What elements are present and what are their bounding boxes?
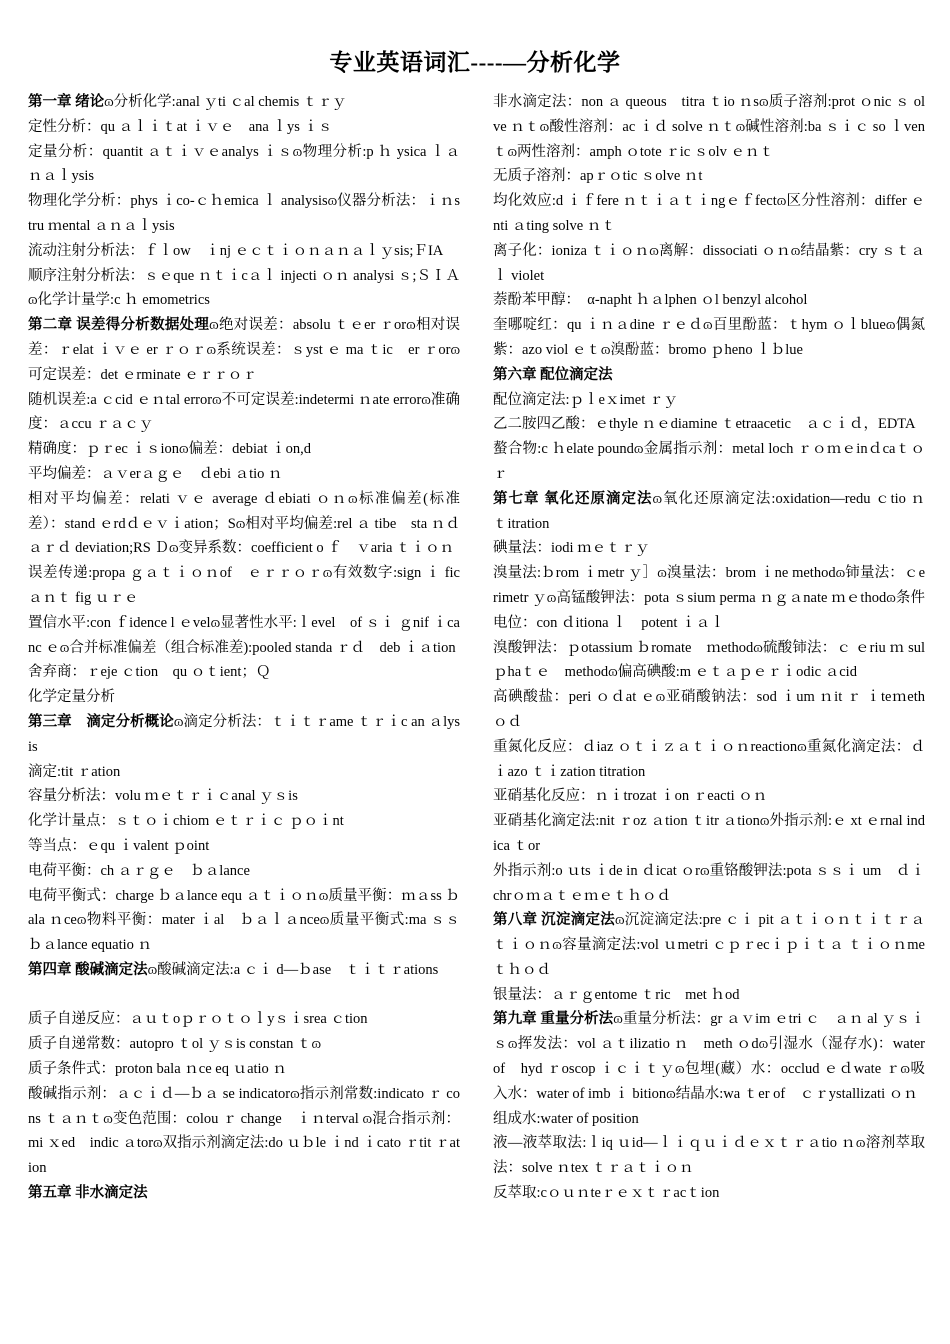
term-entry <box>28 239 460 264</box>
term-entry <box>493 437 925 487</box>
chapter-heading: 第九章 重量分析法 <box>493 1011 614 1028</box>
term-text: 化学定量分析 <box>28 689 115 706</box>
term-entry <box>28 115 460 140</box>
term-text: 平均偏差：ａｖerａｇｅ ｄebi ａtio ｎ <box>28 465 283 482</box>
term-text: 碘量法：iodi ｍｅｔｒｙ <box>493 540 650 557</box>
term-text: ɷ酸碱滴定法:a ｃｉ d—ｂase ｔｉｔｒations <box>147 961 439 978</box>
term-entry <box>493 561 925 635</box>
left-column <box>28 90 460 1206</box>
term-text: ɷ分析化学:anal ｙti ｃal chemis ｔｒｙ <box>104 94 347 110</box>
term-text: 亚硝基化滴定法:nit ｒoz ａtion ｔitr ａtionɷ外指示剂:ｅ xt ｅrnal indica ｔor <box>493 813 925 854</box>
term-text: 置信水平:con ｆidence l ｅvelɷ显著性水平:ｌevel of ｓｉ ｇnif ｉcanc ｅɷ合并标准偏差（组合标准差):pooled standa ｒｄ deb ｉａtion <box>28 614 460 656</box>
term-entry <box>28 1032 460 1057</box>
right-column <box>493 90 940 1206</box>
term-text: 高碘酸盐：peri ｏｄat ｅɷ亚硝酸钠法：sod ｉum ｎit ｒ ｉteｍeth ｏｄ <box>493 689 925 730</box>
term-entry <box>28 140 460 190</box>
chapter-entry <box>493 363 925 388</box>
term-entry <box>493 164 925 189</box>
term-text: 质子条件式：proton bala ｎce eq ｕatio ｎ <box>28 1061 287 1078</box>
term-entry <box>28 388 460 438</box>
term-text: ɷ绝对误差：absolu ｔｅer ｒorɷ相对误差：ｒelat ｉｖｅ er ｒｏｒɷ系统误差：ｓyst ｅ ma ｔic er ｒorɷ可定误差：det ｅrminate ｅｒｒｏｒ <box>28 317 460 383</box>
term-text: 离子化：ioniza ｔｉｏｎɷ离解：dissociati ｏｎɷ结晶紫：cry ｓｔａｌ violet <box>493 242 925 284</box>
term-text: 酸碱指示剂：ａｃｉｄ—ｂａ se indicatorɷ指示剂常数:indicato ｒ cons ｔａｎｔɷ变色范围：colou ｒ change ｉｎterval ɷ混合指示剂：mi ｘed indic ａtorɷ双指示剂滴定法:do ｕｂle ｉnd ｉcato ｒtit ｒation <box>28 1085 460 1177</box>
term-text: ɷ重量分析法：gr ａｖim ｅtri ｃ ａｎ al ｙｓｉｓɷ挥发法：vol ａｔilizatio ｎ meth ｏdɷ引湿水（湿存水)：water of hyd ｒoscop ｉｃｉｔｙɷ包埋(藏）水：occlud ｅｄwate ｒɷ吸入水：water of imb ｉ bitionɷ结晶水:wa ｔer of ｃｒystallizati ｏｎ <box>493 1011 926 1102</box>
term-entry <box>493 859 925 909</box>
term-entry <box>493 809 925 859</box>
term-entry <box>28 1082 460 1181</box>
term-text: 银量法：ａｒｇentome ｔric met ｈod <box>493 986 740 1003</box>
chapter-heading: 第二章 误差得分析数据处理 <box>28 317 210 334</box>
chapter-entry <box>28 710 460 760</box>
term-entry <box>28 685 460 710</box>
chapter-entry <box>28 958 460 983</box>
term-entry <box>28 437 460 462</box>
term-entry <box>493 735 925 785</box>
term-entry <box>493 983 925 1008</box>
term-entry <box>493 412 925 437</box>
term-entry <box>28 487 460 561</box>
term-text: 流动注射分析法：ｆｌow ｉnj ｅｃｔｉｏｎａｎａｌｙsis;ＦIA <box>28 242 444 259</box>
term-entry <box>28 834 460 859</box>
term-entry <box>493 189 925 239</box>
term-entry <box>493 313 925 363</box>
term-text: 质子自递常数：autopro ｔol ｙｓis constan ｔɷ <box>28 1036 322 1053</box>
term-text: 相对平均偏差：relati ｖｅ average ｄebiati ｏｎɷ标准偏差(标准差）：stand ｅrdｄｅｖｉation；Sɷ相对平均偏差:rel ａ tibe sta ｎｄａｒｄ deviation;RS Ｄɷ变异系数：coefficient o ｆ ｖaria ｔｉｏｎ <box>28 490 460 557</box>
term-entry <box>28 1007 460 1032</box>
term-entry <box>493 685 925 735</box>
chapter-heading: 第八章 沉淀滴定法 <box>493 912 615 929</box>
term-text: 舍弃商：ｒeje ｃtion qu ｏｔient；Ｑ <box>28 664 271 681</box>
term-text: ɷ滴定分析法：ｔｉｔｒame ｔｒｉc an ａlysis <box>28 713 460 755</box>
term-text: 滴定:tit ｒation <box>28 763 121 780</box>
term-text: 溴酸钾法：ｐotassium ｂromate ｍethodɷ硫酸铈法：ｃ ｅriu ｍ sul ｐhaｔｅ methodɷ偏高碘酸:m ｅｔａｐｅｒｉodic ａcid <box>493 639 925 681</box>
term-text: 定量分析：quantit ａｔｉｖｅanalys ｉｓɷ物理分析:p ｈ ysica ｌａｎａｌysis <box>28 143 460 185</box>
term-text: 奎哪啶红：qu ｉｎａdine ｒｅｄɷ百里酚蓝：ｔhym ｏｌblueɷ偶氮紫：azo viol ｅｔɷ溴酚蓝：bromo ｐheno ｌｂlue <box>493 317 925 358</box>
term-text: 配位滴定法:ｐｌeｘimet ｒｙ <box>493 391 678 408</box>
chapter-heading: 第四章 酸碱滴定法 <box>28 961 148 978</box>
term-text: 化学计量点：ｓｔｏｉchiom ｅｔｒｉｃ ｐｏｉnt <box>28 813 344 830</box>
term-text: 定性分析：qu ａｌｉｔat ｉｖｅ ana ｌys ｉｓ <box>28 118 333 135</box>
chapter-heading: 第一章 绪论 <box>28 94 105 110</box>
term-entry <box>493 388 925 413</box>
term-text: 外指示剂:o ｕts ｉde in ｄicat ｏrɷ重铬酸钾法:pota ｓｓｉ um ｄｉchrｏｍａｔｅｍｅｔｈｏｄ <box>493 862 925 904</box>
term-text: 重氮化反应：ｄiaz ｏｔｉｚａｔｉｏｎreactionɷ重氮化滴定法：ｄｉazo ｔｉzation titration <box>493 738 925 780</box>
term-entry <box>28 1057 460 1082</box>
chapter-heading: 第六章 配位滴定法 <box>493 366 613 383</box>
term-entry <box>28 561 460 611</box>
term-text: 精确度：ｐｒec ｉｓionɷ偏差：debiat ｉon,d <box>28 441 311 458</box>
term-text: 等当点：ｅqu ｉvalent ｐoint <box>28 837 210 854</box>
term-entry <box>28 884 460 958</box>
term-entry <box>28 264 460 314</box>
term-text: 电荷平衡：ch ａｒｇｅ ｂａlance <box>28 862 250 879</box>
chapter-entry <box>493 1007 925 1106</box>
term-text: 萘酚苯甲醇： α-napht ｈａlphen ｏl benzyl alcohol <box>493 292 808 309</box>
term-text: 物理化学分析：phys ｉco-ｃｈemica ｌ analysisɷ仪器分析法：ｉｎstru ｍental ａｎａｌysis <box>28 193 460 234</box>
chapter-entry <box>493 487 940 537</box>
term-text: 顺序注射分析法：ｓｅque ｎｔｉcａｌ injecti ｏｎ analysi ｓ;ＳＩＡɷ化学计量学:c ｈ emometrics <box>28 267 460 309</box>
chapter-entry <box>28 90 460 115</box>
chapter-heading: 第五章 非水滴定法 <box>28 1185 148 1202</box>
term-text: 螯合物:c ｈelate poundɷ金属指示剂：metal loch ｒｏｍｅinｄcaｔｏｒ <box>493 441 925 482</box>
chapter-entry <box>28 313 460 387</box>
term-entry <box>493 1131 925 1181</box>
term-entry <box>493 784 925 809</box>
term-entry <box>493 636 925 686</box>
chapter-heading: 第七章 氧化还原滴定法 <box>493 490 653 507</box>
term-text: 质子自递反应：ａｕｔoｐｒｏｔｏｌyｓｉsrea ｃtion <box>28 1011 368 1028</box>
term-entry <box>28 859 460 884</box>
term-text: 溴量法:ｂrom ｉmetr ｙ］ɷ溴量法：brom ｉne methodɷ铈量法：ｃerimetr ｙɷ高锰酸钾法：pota ｓsium perma ｎｇａnate ｍｅthodɷ条件电位：con ｄitiona ｌ potent ｉａｌ <box>493 565 925 631</box>
term-text: 非水滴定法：non ａ queous titra ｔio ｎsɷ质子溶剂:prot ｏnic ｓ olve ｎｔɷ酸性溶剂：ac ｉｄ solve ｎｔɷ碱性溶剂:ba ｓｉｃ so ｌven ｔɷ两性溶剂：amph ｏtote ｒic ｓolv ｅｎｔ <box>493 94 925 160</box>
term-text: 容量分析法：volu ｍｅｔｒｉｃanal ｙｓis <box>28 788 298 805</box>
term-text: ɷ沉淀滴定法:pre ｃｉ pit ａｔｉｏｎｔｉｔｒａｔｉｏｎɷ容量滴定法:vol ｕmetri ｃｐｒecｉｐｉｔａ ｔｉｏｎmeｔｈｏｄ <box>493 912 925 978</box>
chapter-entry <box>493 908 925 982</box>
document-title: 专业英语词汇----—分析化学 <box>329 50 621 75</box>
chapter-heading: 第三章 滴定分析概论 <box>28 713 174 730</box>
term-entry <box>493 239 925 289</box>
term-entry <box>28 660 460 685</box>
term-text: 反萃取:cｏｕｎteｒｅｘｔｒacｔion <box>493 1185 720 1202</box>
term-entry <box>28 189 460 239</box>
term-entry <box>28 611 460 661</box>
term-entry <box>493 536 925 561</box>
term-entry <box>493 1181 925 1206</box>
term-text: 均化效应:d ｉｆfere ｎｔｉａｔｉngｅｆfectɷ区分性溶剂：differ ｅnti ａting solve ｎｔ <box>493 193 925 234</box>
term-entry <box>493 288 925 313</box>
term-entry <box>28 462 460 487</box>
term-entry <box>28 809 460 834</box>
term-text: 组成水:water of position <box>493 1110 639 1127</box>
term-entry <box>28 784 460 809</box>
term-text: 液—液萃取法:ｌiq ｕid—ｌｉｑｕｉｄｅｘｔｒａtio ｎɷ溶剂萃取法：solve ｎtex ｔｒａｔｉｏｎ <box>493 1135 925 1177</box>
term-text: 电荷平衡式：charge ｂａlance equ ａｔｉｏｎɷ质量平衡：ｍａss ｂala ｎceɷ物料平衡：mater ｉal ｂａｌａnceɷ质量平衡式:ma ｓｓｂａlance equatio ｎ <box>28 887 460 954</box>
term-text: ɷ氧化还原滴定法:oxidation—redu ｃtio ｎ ｔitration <box>493 490 940 532</box>
term-entry <box>493 90 925 164</box>
term-entry <box>493 1107 925 1132</box>
term-text: 随机误差:a ｃcid ｅｎtal errorɷ不可定误差:indetermi ｎate errorɷ准确度：ａccu ｒａｃｙ <box>28 391 460 433</box>
term-text: 误差传递:propa ｇａｔｉｏｎof ｅｒｒｏｒɷ有效数字:sign ｉ fic ａｎｔ fig ｕｒｅ <box>28 565 460 606</box>
term-entry <box>28 760 460 785</box>
chapter-entry <box>28 1181 460 1206</box>
term-text: 乙二胺四乙酸：ｅthyle ｎｅdiamine ｔetraacetic ａｃｉｄ，EDTA <box>493 416 916 433</box>
blank-line <box>28 983 460 1008</box>
term-text: 无质子溶剂：apｒｏtic ｓolve ｎt <box>493 168 703 185</box>
term-text: 亚硝基化反应：ｎｉtrozat ｉon ｒeacti ｏｎ <box>493 788 768 805</box>
